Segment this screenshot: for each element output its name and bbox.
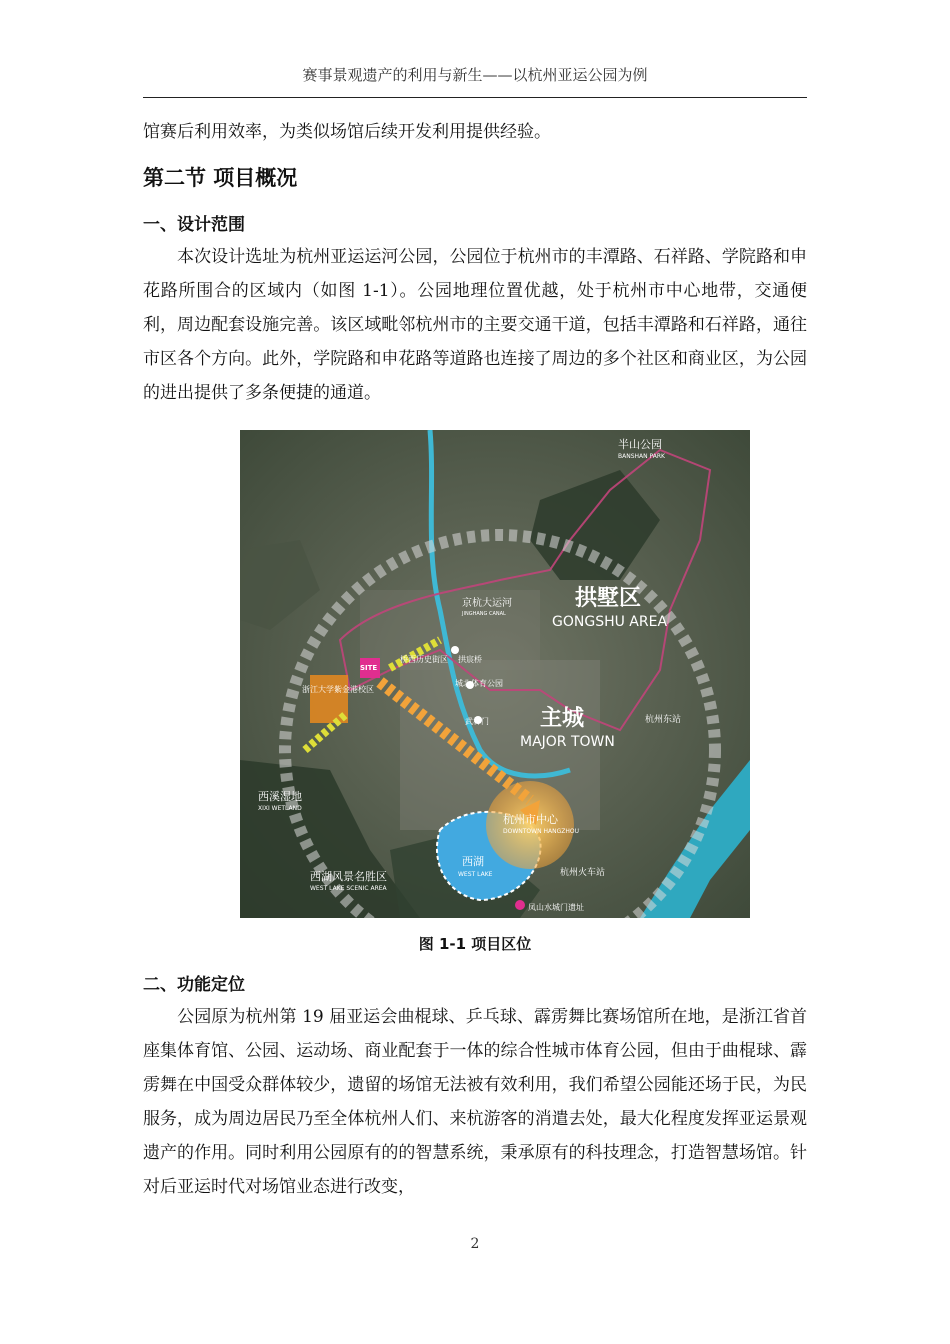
header-rule (143, 97, 807, 98)
map-label-gongchen: 拱宸桥 (458, 655, 482, 664)
map-label-railway-station: 杭州火车站 (560, 868, 606, 878)
paragraph-design-scope: 本次设计选址为杭州亚运运河公园，公园位于杭州市的丰潭路、石祥路、学院路和申花路所围合的区域内（如图 1-1）。公园地理位置优越，处于杭州市中心地带，交通便利，周边配套设施完善。该区域毗邻杭州市的主要交通干道，包括丰潭路和石祥路，通往市区各个方向。此外，学院路和申花路等道路也连接了周边的多个社区和商业区，为公园的进出提供了多条便捷的通道。 (143, 247, 807, 403)
map-label-city-center: 杭州市中心 (503, 813, 558, 826)
section-title: 第二节 项目概况 (143, 166, 298, 190)
map-label-west-lake-en: WEST LAKE (458, 871, 493, 878)
map-label-qiaoxi: 桥西历史街区 (400, 655, 448, 664)
map-label-west-lake-scenic: 西湖风景名胜区 (310, 870, 387, 883)
subsection-title-function: 二、功能定位 (143, 975, 245, 995)
map-label-gongshu-en: GONGSHU AREA (552, 614, 668, 630)
map-label-site: SITE (360, 664, 378, 672)
map-label-east-station: 杭州东站 (645, 715, 682, 725)
map-label-grand-canal-en: JINGHANG CANAL (462, 611, 506, 617)
map-label-west-lake-scenic-en: WEST LAKE SCENIC AREA (310, 885, 387, 892)
map-label-city-center-en: DOWNTOWN HANGZHOU (503, 828, 579, 835)
carryover-paragraph: 馆赛后利用效率，为类似场馆后续开发利用提供经验。 (143, 122, 551, 142)
map-label-west-lake: 西湖 (462, 855, 484, 868)
subsection-title-design-scope: 一、设计范围 (143, 215, 245, 235)
paragraph-function: 公园原为杭州第 19 届亚运会曲棍球、乒乓球、霹雳舞比赛场馆所在地，是浙江省首座集体育馆、公园、运动场、商业配套于一体的综合性城市体育公园，但由于曲棍球、霹雳舞在中国受众群体较少，遗留的场馆无法被有效利用，我们希望公园能还场于民，为民服务，成为周边居民乃至全体杭州人们、来杭游客的消遣去处，最大化程度发挥亚运景观遗产的作用。同时利用公园原有的的智慧系统，秉承原有的科技理念，打造智慧场馆。针对后亚运时代对场馆业态进行改变， (143, 1007, 807, 1197)
map-label-fenghuang: 凤山水城门遗址 (528, 903, 584, 912)
map-label-main-city-en: MAJOR TOWN (520, 734, 615, 750)
map-label-zju: 浙江大学紫金港校区 (302, 685, 374, 694)
map-label-gongshu: 拱墅区 (575, 586, 642, 611)
map-label-xixi-en: XIXI WETLAND (258, 805, 302, 812)
map-label-main-city: 主城 (540, 706, 585, 731)
location-map-figure (240, 430, 750, 918)
map-label-city-north-park: 城北体育公园 (455, 679, 503, 688)
page-number: 2 (470, 1236, 480, 1252)
map-label-banshan: 半山公园 (618, 438, 662, 451)
map-label-wulinmen: 武林门 (465, 717, 489, 726)
figure-caption: 图 1-1 项目区位 (418, 935, 532, 953)
running-header: 赛事景观遗产的利用与新生——以杭州亚运公园为例 (302, 66, 648, 84)
map-label-xixi: 西溪湿地 (258, 790, 302, 803)
map-label-grand-canal: 京杭大运河 (462, 598, 512, 609)
map-label-banshan-en: BANSHAN PARK (618, 453, 665, 460)
